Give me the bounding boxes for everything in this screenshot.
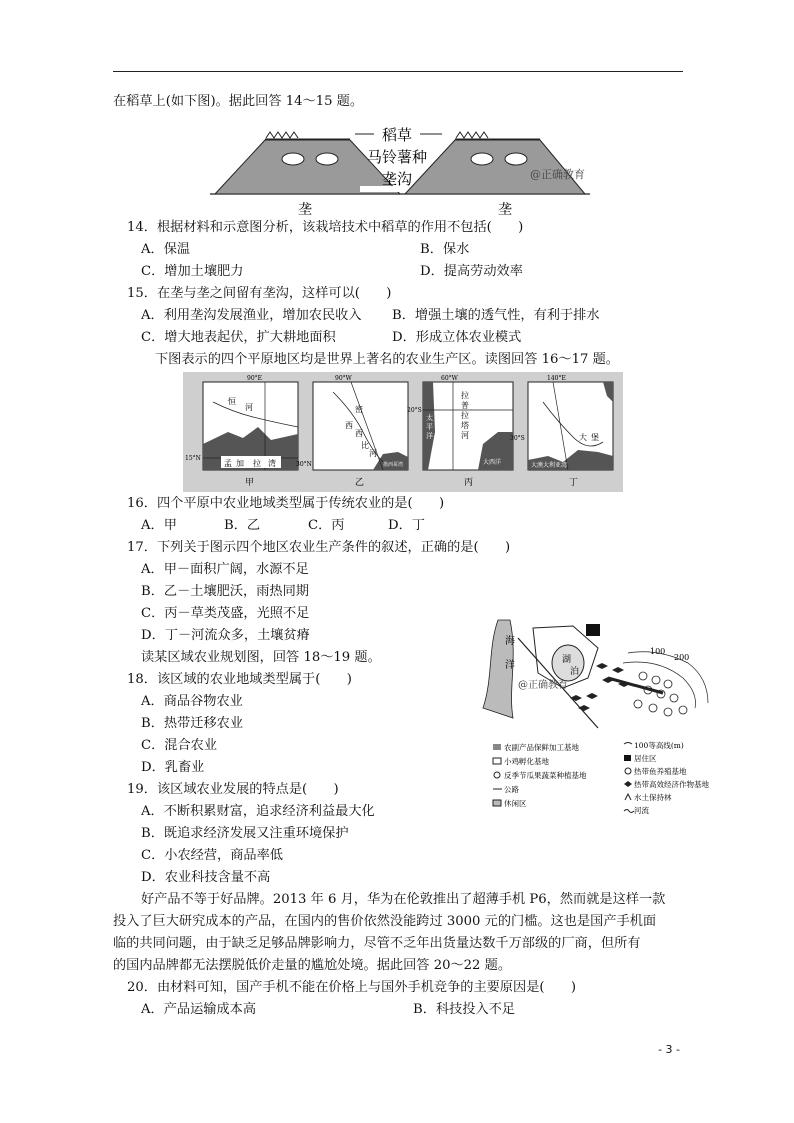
bing-top-coord: 60°W [441,375,458,382]
label-potato: 马铃薯种 [366,148,428,166]
q15-option-d: D．形成立体农业模式 [392,330,522,345]
q14-option-b: B．保水 [420,242,470,257]
yi-side-coord: 30°N [296,461,312,468]
yi-label: 西 [355,429,363,438]
bing-label: 河 [461,431,469,440]
legend-item: 休闲区 [504,799,527,808]
ding-label: 堡 [591,433,599,442]
panel-label-bing: 丙 [464,478,474,488]
q14-option-c: C．增加土壤肥力 [141,264,244,279]
q16-option-d: D．丁 [388,518,425,533]
watermark-2: @正确教育 [518,680,568,691]
watermark: @正确教育 [530,168,585,181]
q15-option-c: C．增大地表起伏，扩大耕地面积 [141,330,336,345]
jia-label: 恒 [228,397,236,406]
jia-label: 河 [245,403,253,412]
passage-line-2: 投入了巨大研究成本的产品，在国内的售价依然没能跨过 3000 元的门槛。这也是国产手机面 [113,914,657,929]
jia-label: 湾 [268,459,276,468]
q19-option-a: A．不断积累财富，追求经济利益最大化 [141,804,375,819]
q18-option-b: B．热带迁移农业 [141,716,244,731]
legend-item: 水土保持林 [634,793,672,802]
panel-label-jia: 甲 [245,478,255,488]
q15-option-b: B．增强土壤的透气性，有利于排水 [392,308,600,323]
ding-top-coord: 140°E [547,375,566,382]
passage-line-3: 临的共同问题，由于缺乏足够品牌影响力，尽管不乏年出货量达数千万部级的厂商，但所有 [113,936,641,951]
jia-label: 加 [236,459,244,468]
yi-label: 密 [355,405,363,414]
passage-line-1: 好产品不等于好品牌。2013 年 6 月，华为在伦敦推出了超薄手机 P6，然而就是这样一款 [141,892,666,907]
jia-top-coord: 90°E [247,375,263,382]
legend-item: 河流 [634,806,649,815]
contour-100: 100 [650,647,666,656]
bing-label: 平 [426,423,433,431]
page-number: - 3 - [658,1043,680,1056]
q17-stem: 17．下列关于图示四个地区农业生产条件的叙述，正确的是( ) [127,540,511,555]
q19-option-b: B．既追求经济发展又注重环境保护 [141,826,349,841]
yi-label: 河 [369,449,377,458]
q20-option-b: B．科技投入不足 [413,1002,516,1017]
intro3: 读某区域农业规划图，回答 18～19 题。 [141,650,381,665]
legend-item: 热带高效经济作物基地 [634,780,709,789]
q18-option-d: D．乳畜业 [141,760,205,775]
q18-option-a: A．商品谷物农业 [141,694,243,709]
panel-label-yi: 乙 [355,478,365,488]
map-bing [407,375,513,470]
label-furrow: 垄沟 [381,170,413,188]
bing-side-coord: 20°S [407,407,422,414]
legend-item: 农副产品保鲜加工基地 [504,743,579,752]
ridge-right-label: 垄 [498,202,512,218]
yi-top-coord: 90°W [335,375,352,382]
q15-stem: 15．在垄与垄之间留有垄沟，这样可以( ) [127,286,392,301]
contour-200: 200 [674,653,690,662]
jia-side-coord: 15°N [185,455,201,462]
q18-stem: 18．该区域的农业地域类型属于( ) [127,672,352,687]
q17-option-b: B．乙－土壤肥沃，雨热同期 [141,584,309,599]
bing-label: 拉 [461,411,469,420]
legend-item: 公路 [504,785,519,794]
label-lake-1: 湖 [562,655,572,665]
ridge-diagram [210,126,590,220]
legend-item: 热带鱼养殖基地 [634,767,687,776]
q17-option-c: C．丙－草类茂盛，光照不足 [141,606,310,621]
map-yi [296,375,408,470]
intro-line: 在稻草上(如下图)。据此回答 14～15 题。 [113,94,364,109]
q19-option-c: C．小农经营，商品率低 [141,848,283,863]
intro2: 下图表示的四个平原地区均是世界上著名的农业生产区。读图回答 16～17 题。 [155,352,619,367]
bing-label: 太 [426,414,433,422]
header-rule [113,71,683,72]
yi-label: 墨西哥湾 [383,462,404,468]
q18-option-c: C．混合农业 [141,738,218,753]
ding-side-coord: 30°S [510,435,525,442]
legend-item: 小鸡孵化基地 [504,757,549,766]
q16-option-b: B．乙 [224,518,261,533]
q14-option-a: A．保温 [141,242,191,257]
q17-option-a: A．甲－面积广阔，水源不足 [141,562,309,577]
q16-stem: 16．四个平原中农业地域类型属于传统农业的是( ) [127,496,445,511]
bing-label: 大西洋 [483,459,502,466]
ding-label: 大 [579,433,587,442]
bing-label: 塔 [461,421,469,430]
q19-stem: 19．该区域农业发展的特点是( ) [127,782,339,797]
jia-label: 拉 [253,459,261,468]
q14-option-d: D．提高劳动效率 [420,264,523,279]
q15-option-a: A．利用垄沟发展渔业，增加农民收入 [141,308,362,323]
bing-label: 拉 [461,391,469,400]
panel-label-ding: 丁 [569,478,579,488]
q19-option-d: D．农业科技含量不高 [141,870,271,885]
passage-line-4: 的国内品牌都无法摆脱低价走量的尴尬处境。据此回答 20～22 题。 [113,958,512,973]
ding-label: 大澳大利亚湾 [531,462,568,469]
ridge-left-label: 垄 [298,202,312,218]
legend-item: 居住区 [634,754,657,763]
label-lake-2: 泊 [570,667,580,677]
label-sea-1: 海 [505,636,515,647]
q14-stem: 14．根据材料和示意图分析，该栽培技术中稻草的作用不包括( ) [127,220,524,235]
yi-label: 西 [345,421,353,430]
agri-planning-map [478,618,740,818]
q20-option-a: A．产品运输成本高 [141,1002,257,1017]
legend-item: 100等高线(m) [634,741,684,750]
q16-option-a: A．甲 [141,518,177,533]
label-straw: 稻草 [381,126,413,144]
q16-option-c: C．丙 [308,518,345,533]
yi-label: 比 [361,441,369,450]
four-plains-map [183,372,623,492]
bing-label: 洋 [426,432,433,440]
q17-option-d: D．丁－河流众多，土壤贫瘠 [141,628,310,643]
q20-stem: 20．由材料可知，国产手机不能在价格上与国外手机竞争的主要原因是( ) [127,980,577,995]
legend-item: 反季节瓜果蔬菜种植基地 [504,771,587,780]
label-sea-2: 洋 [505,660,515,671]
bing-label: 普 [461,401,469,410]
jia-label: 孟 [224,459,232,468]
